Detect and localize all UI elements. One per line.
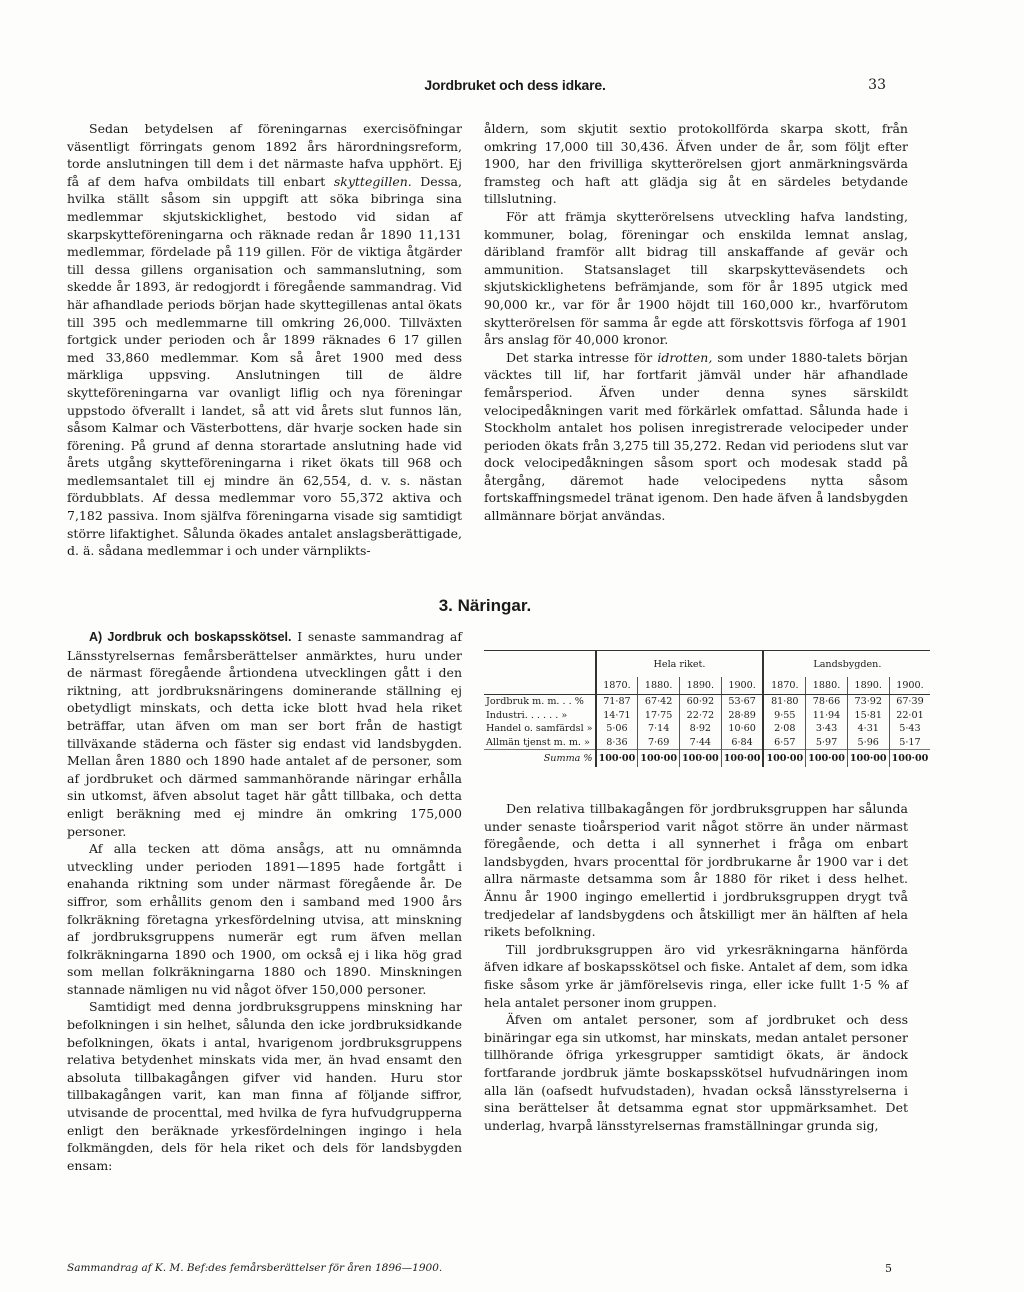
table-cell: 9·55	[763, 709, 805, 723]
table-cell: 8·92	[680, 722, 722, 736]
sum-label: Summa %	[484, 750, 596, 768]
paragraph: Den relativa tillbakagången för jordbruksgruppen har sålunda under senaste tioårsperiod varit något större än under närmast föregående, och detta i all synnerhet i fråga om enbart landsbygden, hvars procenttal för jordbrukarne år 1900 var i det allra närmaste detsamma som år 1880 för riket i dess helhet. Ännu år 1900 ingingo emellertid i jordbruksgruppen drygt två tredjedelar af landsbygdens och åtskilligt mer än hälften af hela rikets befolkning.	[484, 801, 908, 940]
sum-cell: 100·00	[847, 750, 889, 768]
year-header: 1880.	[806, 677, 848, 695]
table-row	[484, 709, 930, 723]
table-cell: 14·71	[596, 709, 638, 723]
page-number: 33	[868, 77, 886, 93]
table-row	[484, 722, 930, 736]
table-cell: 22·01	[889, 709, 930, 723]
table-cell: 17·75	[638, 709, 680, 723]
paragraph: Samtidigt med denna jordbruksgruppens minskning har befolkningen i sin helhet, sålunda den icke jordbruksidkande befolkningen, ökats i antal, hvarigenom jordbruksgruppens relativa betydenhet minskats vida mer, än hvad ensamt den absoluta tillbakagången gifver vid handen. Huru stor tillbakagången varit, kan man finna af följande siffror, utvisande de procenttal, med hvilka de fyra hufvudgrupperna enligt den beräknade yrkesfördelningen ingingo i hela folkmängden, dels för hela riket och dels för landsbygden ensam:	[67, 999, 462, 1173]
table-cell: 71·87	[596, 695, 638, 709]
paragraph: A) Jordbruk och boskapsskötsel. I senaste sammandrag af Länsstyrelsernas femårsberättelser anmärktes, huru under de närmast föregående årtiondena utvecklingen gått i den riktning, att jordbruksnäringens dominerande ställning ej obetydligt minskats, och detta icke blott hvad hela riket beträffar, utan äfven om man ser bort från de hastigt tillväxande städerna och fäster sig endast vid landsbygden. Mellan åren 1880 och 1890 hade antalet af de personer, som af jordbruket och därmed sammanhörande näringar erhålla sin utkomst, äfven absolut taget här gått tillbaka, och detta enligt beräkning med ej mindre än omkring 175,000 personer.	[67, 629, 462, 839]
table-cell: 78·66	[806, 695, 848, 709]
row-label: Industri. . . . . . »	[486, 709, 568, 721]
year-header: 1900.	[889, 677, 930, 695]
year-header: 1870.	[763, 677, 805, 695]
sum-cell: 100·00	[680, 750, 722, 768]
table-cell: 5·06	[596, 722, 638, 736]
table-cell: 67·42	[638, 695, 680, 709]
paragraph: åldern, som skjutit sextio protokollförda skarpa skott, från omkring 17,000 till 30,436. Äfven under de år, som följt efter 1900, har den frivilliga skytterörelsen gjort anmärkningsvärda framsteg och haft att glädja sig åt en särdeles betydande tillslutning.	[484, 121, 908, 207]
right-column-top	[484, 120, 908, 525]
sum-cell: 100·00	[721, 750, 763, 768]
sub-heading: A) Jordbruk och boskapsskötsel.	[89, 630, 292, 644]
row-label: Jordbruk m. m. . . %	[486, 696, 584, 708]
table-cell: 7·14	[638, 722, 680, 736]
footer-signature: 5	[885, 1262, 892, 1275]
table-cell: 5·17	[889, 736, 930, 750]
group-header: Hela riket.	[596, 651, 764, 678]
table-cell: 73·92	[847, 695, 889, 709]
year-header: 1900.	[721, 677, 763, 695]
paragraph: Sedan betydelsen af föreningarnas exercisöfningar väsentligt förringats genom 1892 års härordningsreform, torde anslutningen till dem i det närmaste hafva upphört. Ej få af dem hafva ombildats till enbart skyttegillen. Dessa, hvilka ställt såsom sin uppgift att söka bibringa sina medlemmar skjutskicklighet, bestodo vid sidan af skarpskytteföreningarna och räknade redan år 1890 11,131 medlemmar, fördelade på 119 gillen. För de viktiga åtgärder till dessa gillens organisation och sammanslutning, som skedde år 1893, är redogjordt i föregående sammandrag. Vid här afhandlade periods början hade skyttegillenas antal ökats till 395 och medlemmarne till omkring 26,000. Tillväxten fortgick under perioden och år 1899 räknades 6 17 gillen med 33,860 medlemmar. Kom så året 1900 med dess märkliga uppsving. Anslutningen till de äldre skytteföreningarna var ovanligt liflig och nya föreningar uppstodo öfverallt i landet, så att vid årets slut funnos län, såsom Kalmar och Västerbottens, där hvarje socken hade sin förening. På grund af denna storartade anslutning hade vid årets utgång skytteföreningarna i riket ökats till 968 och medlemsantalet till ej mindre än 62,554, d. v. s. nästan fördubblats. Af dessa medlemmar voro 55,372 aktiva och 7,182 passiva. Inom själfva föreningarna visade sig samtidigt större lifaktighet. Sålunda ökades antalet anslagsberättigade, d. ä. sådana medlemmar i och under värnplikts-	[67, 121, 462, 559]
table-cell: 3·43	[806, 722, 848, 736]
year-header: 1890.	[680, 677, 722, 695]
table-cell: 7·69	[638, 736, 680, 750]
left-column-bottom	[67, 628, 462, 1174]
row-label: Handel o. samfärdsl »	[486, 723, 593, 735]
table-cell: 15·81	[847, 709, 889, 723]
table-cell: 6·57	[763, 736, 805, 750]
running-title: Jordbruket och dess idkare.	[424, 77, 606, 93]
table-cell: 5·97	[806, 736, 848, 750]
table-cell: 81·80	[763, 695, 805, 709]
sum-cell: 100·00	[889, 750, 930, 768]
table-cell: 7·44	[680, 736, 722, 750]
year-header: 1890.	[847, 677, 889, 695]
footer-source: Sammandrag af K. M. Bef:des femårsberättelser för åren 1896—1900.	[67, 1262, 443, 1274]
sum-cell: 100·00	[806, 750, 848, 768]
table-cell: 67·39	[889, 695, 930, 709]
year-header: 1870.	[596, 677, 638, 695]
table-cell: 60·92	[680, 695, 722, 709]
table-cell: 6·84	[721, 736, 763, 750]
group-header: Landsbygden.	[763, 651, 930, 678]
paragraph: För att främja skytterörelsens utveckling hafva landsting, kommuner, bolag, föreningar och enskilda lemnat anslag, däribland framför allt bidrag till anskaffande af gevär och ammunition. Statsanslaget till skarpskytteväsendets och skjutskicklighetens befrämjande, som för år 1895 utgick med 90,000 kr., var för år 1900 höjdt till 160,000 kr., hvarförutom skytterörelsen för samma år egde att förskottsvis förfoga af 1901 års anslag för 40,000 kronor.	[484, 208, 908, 348]
table-row	[484, 695, 930, 709]
paragraph: Till jordbruksgruppen äro vid yrkesräkningarna hänförda äfven idkare af boskapsskötsel och fiske. Antalet af dem, som idka fiske såsom yrke är jämförelsevis ringa, eller icke fullt 1·5 % af hela antalet personer inom gruppen.	[484, 941, 908, 1010]
sum-cell: 100·00	[596, 750, 638, 768]
table-cell: 4·31	[847, 722, 889, 736]
table-cell: 8·36	[596, 736, 638, 750]
table-cell: 10·60	[721, 722, 763, 736]
paragraph: Det starka intresse för idrotten, som under 1880-talets början väcktes till lif, har fortfarit jämväl under här afhandlade femårsperiod. Äfven under denna synes särskildt velocipedåkningen varit med förkärlek omfattad. Sålunda hade i Stockholm antalet hos polisen inregistrerade velocipeder under perioden ökats från 3,275 till 35,272. Redan vid periodens slut var dock velocipedåkningen såsom sport och modesak stadd på återgång, däremot hade velocipedens nytta såsom fortskaffningsmedel tränat igenom. Den hade äfven å landsbygden allmännare börjat användas.	[484, 349, 908, 524]
year-header: 1880.	[638, 677, 680, 695]
left-column-top	[67, 120, 462, 560]
right-column-bottom	[484, 800, 908, 1134]
table-row	[484, 736, 930, 750]
row-label: Allmän tjenst m. m. »	[486, 736, 590, 748]
table-cell: 53·67	[721, 695, 763, 709]
sum-cell: 100·00	[763, 750, 805, 768]
paragraph: Äfven om antalet personer, som af jordbruket och dess binäringar ega sin utkomst, har minskats, medan antalet personer tillhörande öfriga yrkesgrupper samtidigt ökats, är ändock fortfarande jordbruk jämte boskapsskötsel hufvudnäringen inom alla län (oafsedt hufvudstaden), hvadan också länsstyrelserna i sina berättelser åt detsamma egnat stor uppmärksamhet. Det underlag, hvarpå länsstyrelsernas framställningar grunda sig,	[484, 1012, 908, 1133]
occupation-table	[484, 650, 929, 764]
paragraph: Af alla tecken att döma ansågs, att nu omnämnda utveckling under perioden 1891—1895 hade fortgått i enahanda riktning som under närmast föregående år. De siffror, som erhållits genom den i samband med 1900 års folkräkning företagna yrkesfördelning utvisa, att minskning af jordbruksgruppens numerär egt rum äfven mellan folkräkningarna 1890 och 1900, om också ej i lika hög grad som mellan folkräkningarna 1880 och 1890. Minskningen stannade nämligen nu vid något öfver 150,000 personer.	[67, 841, 462, 997]
table-cell: 5·43	[889, 722, 930, 736]
sum-cell: 100·00	[638, 750, 680, 768]
section-heading: 3. Näringar.	[438, 596, 532, 615]
table-cell: 22·72	[680, 709, 722, 723]
table-cell: 11·94	[806, 709, 848, 723]
table-cell: 5·96	[847, 736, 889, 750]
table-cell: 2·08	[763, 722, 805, 736]
table-cell: 28·89	[721, 709, 763, 723]
